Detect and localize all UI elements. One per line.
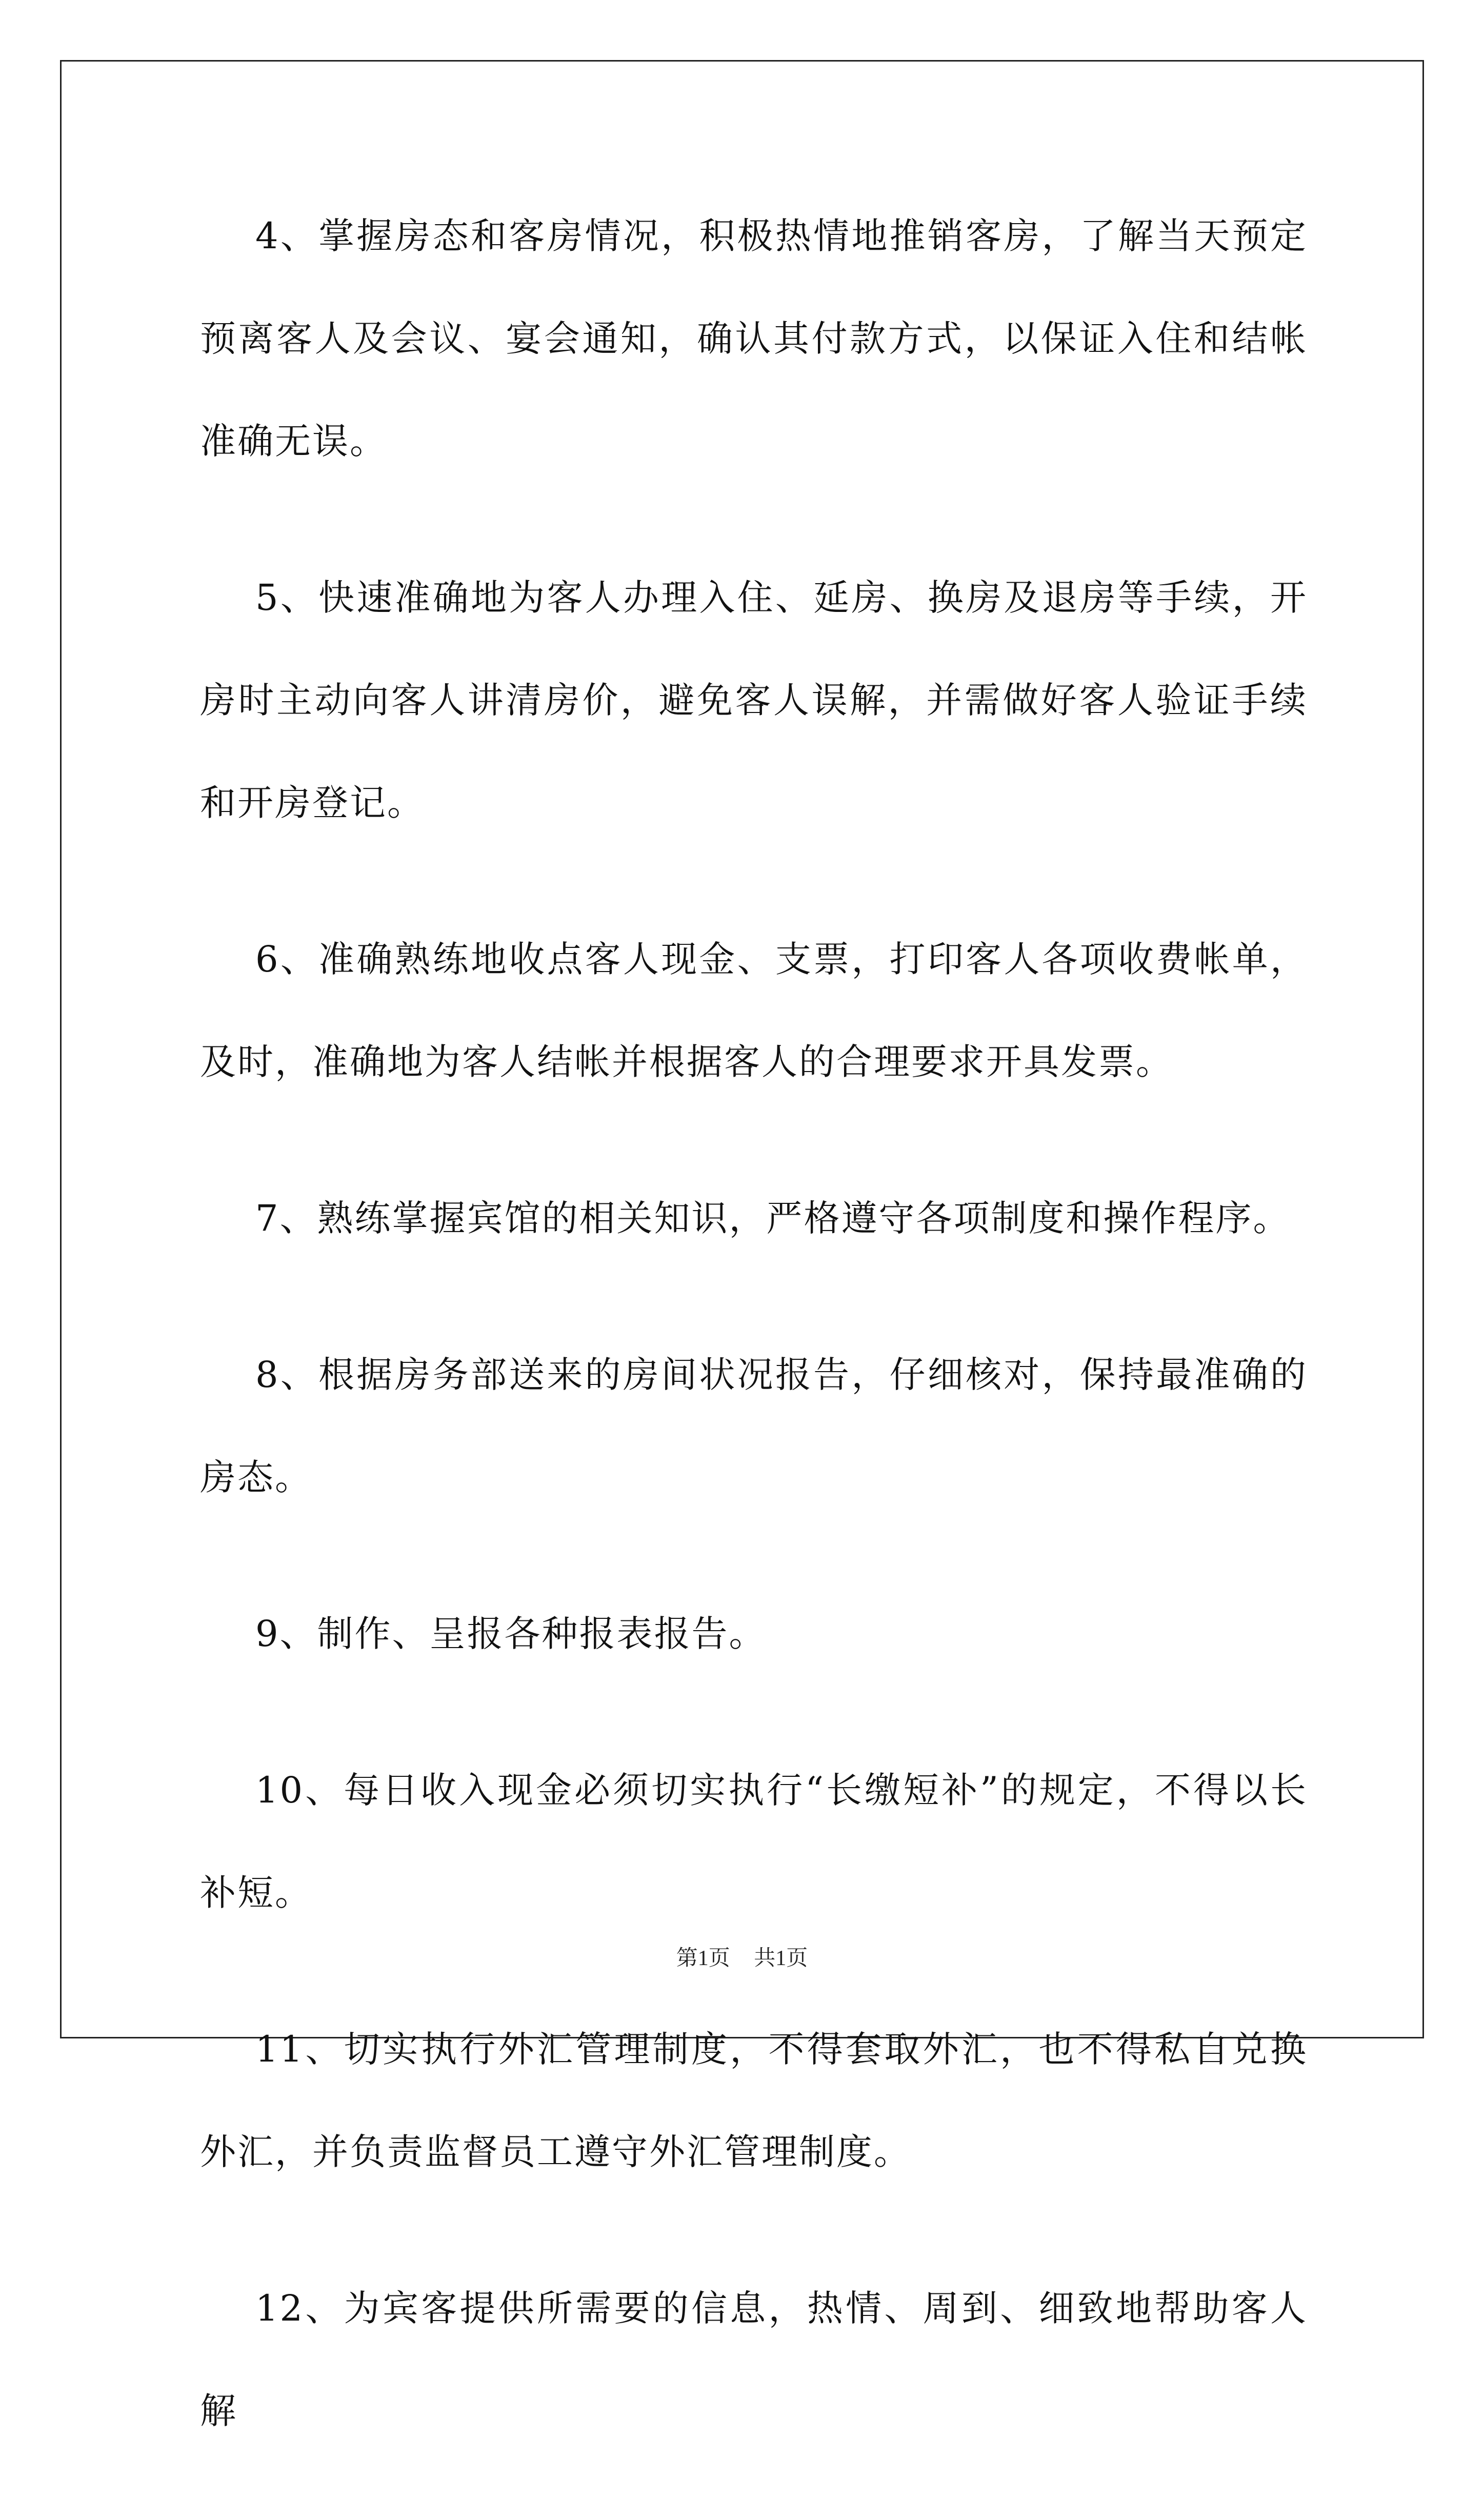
paragraph-10: 10、每日收入现金必须切实执行“长缴短补”的规定，不得以长补短。 — [200, 1769, 1308, 1914]
document-body — [200, 185, 1308, 2516]
paragraph-12: 12、为宾客提供所需要的信息，热情、周到、细致地帮助客人解 — [200, 2287, 1308, 2432]
paragraph-6: 6、准确熟练地收点客人现金、支票，打印客人各项收费帐单，及时，准确地为客人结帐并根据客人的合理要求开具发票。 — [200, 938, 1308, 1083]
page-number-total: 共1页 — [754, 1947, 808, 1970]
paragraph-5: 5、快速准确地为客人办理入住、延房、换房及退房等手续，开房时主动向客人讲清房价，避免客人误解，并需做好客人验证手续和开房登记。 — [200, 577, 1308, 824]
paragraph-7: 7、熟练掌握宾馆的相关知识，严格遵守各项制度和操作程序。 — [255, 1197, 1291, 1239]
page-footer — [0, 1943, 1484, 1974]
page-number-current: 第1页 — [676, 1947, 730, 1970]
paragraph-4: 4、掌握房态和客房情况，积极热情地推销客房，了解当天预定预离客人及会议、宴会通知，确认其付款方式，以保证入住和结帐准确无误。 — [200, 215, 1308, 462]
paragraph-8: 8、根据房务部送来的房间状况报告，仔细核对，保持最准确的房态。 — [200, 1354, 1308, 1498]
paragraph-11: 11、切实执行外汇管理制度，不得套取外汇，也不得私自兑换外汇，并负责监督员工遵守外汇管理制度。 — [200, 2028, 1308, 2173]
paragraph-9: 9、制作、呈报各种报表报告。 — [255, 1613, 767, 1655]
